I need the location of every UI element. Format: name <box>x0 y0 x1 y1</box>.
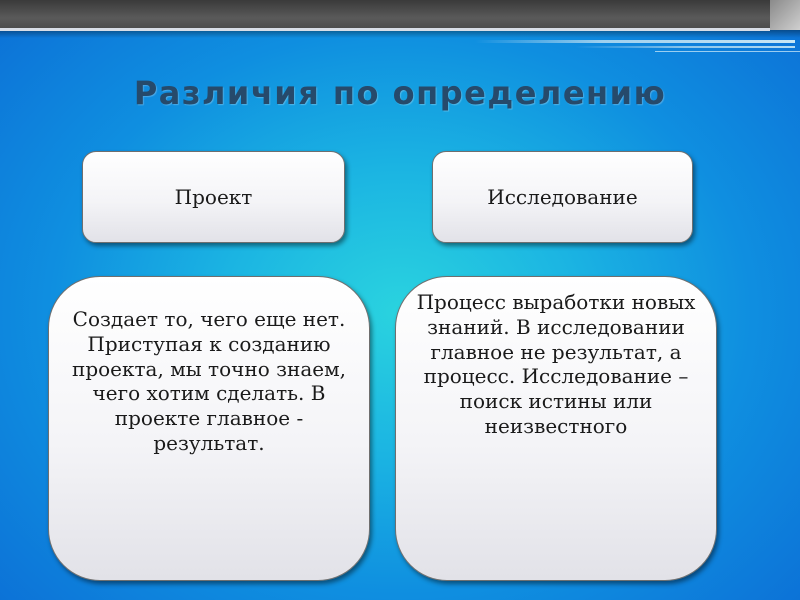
decorative-stripe <box>655 51 800 52</box>
decorative-stripe <box>575 46 795 48</box>
project-description-box <box>48 276 370 581</box>
project-heading-box <box>82 151 345 243</box>
top-decorative-bar <box>0 0 800 30</box>
corner-decoration <box>770 0 800 30</box>
research-description-box <box>395 276 717 581</box>
research-heading: Исследование <box>487 185 638 209</box>
decorative-stripe <box>475 40 795 43</box>
slide-title: Различия по определению <box>133 74 667 112</box>
research-heading-box <box>432 151 693 243</box>
project-heading: Проект <box>174 185 253 209</box>
decorative-stripe <box>0 28 770 31</box>
project-description: Создает то, чего еще нет. Приступая к созданию проекта, мы точно знаем, чего хотим сделать. В проекте главное - результат. <box>71 307 346 455</box>
research-description: Процесс выработки новых знаний. В исследовании главное не результат, а процесс. Исследование – поиск истины или неизвестного <box>416 290 696 438</box>
top-bar-shadow <box>0 30 800 38</box>
